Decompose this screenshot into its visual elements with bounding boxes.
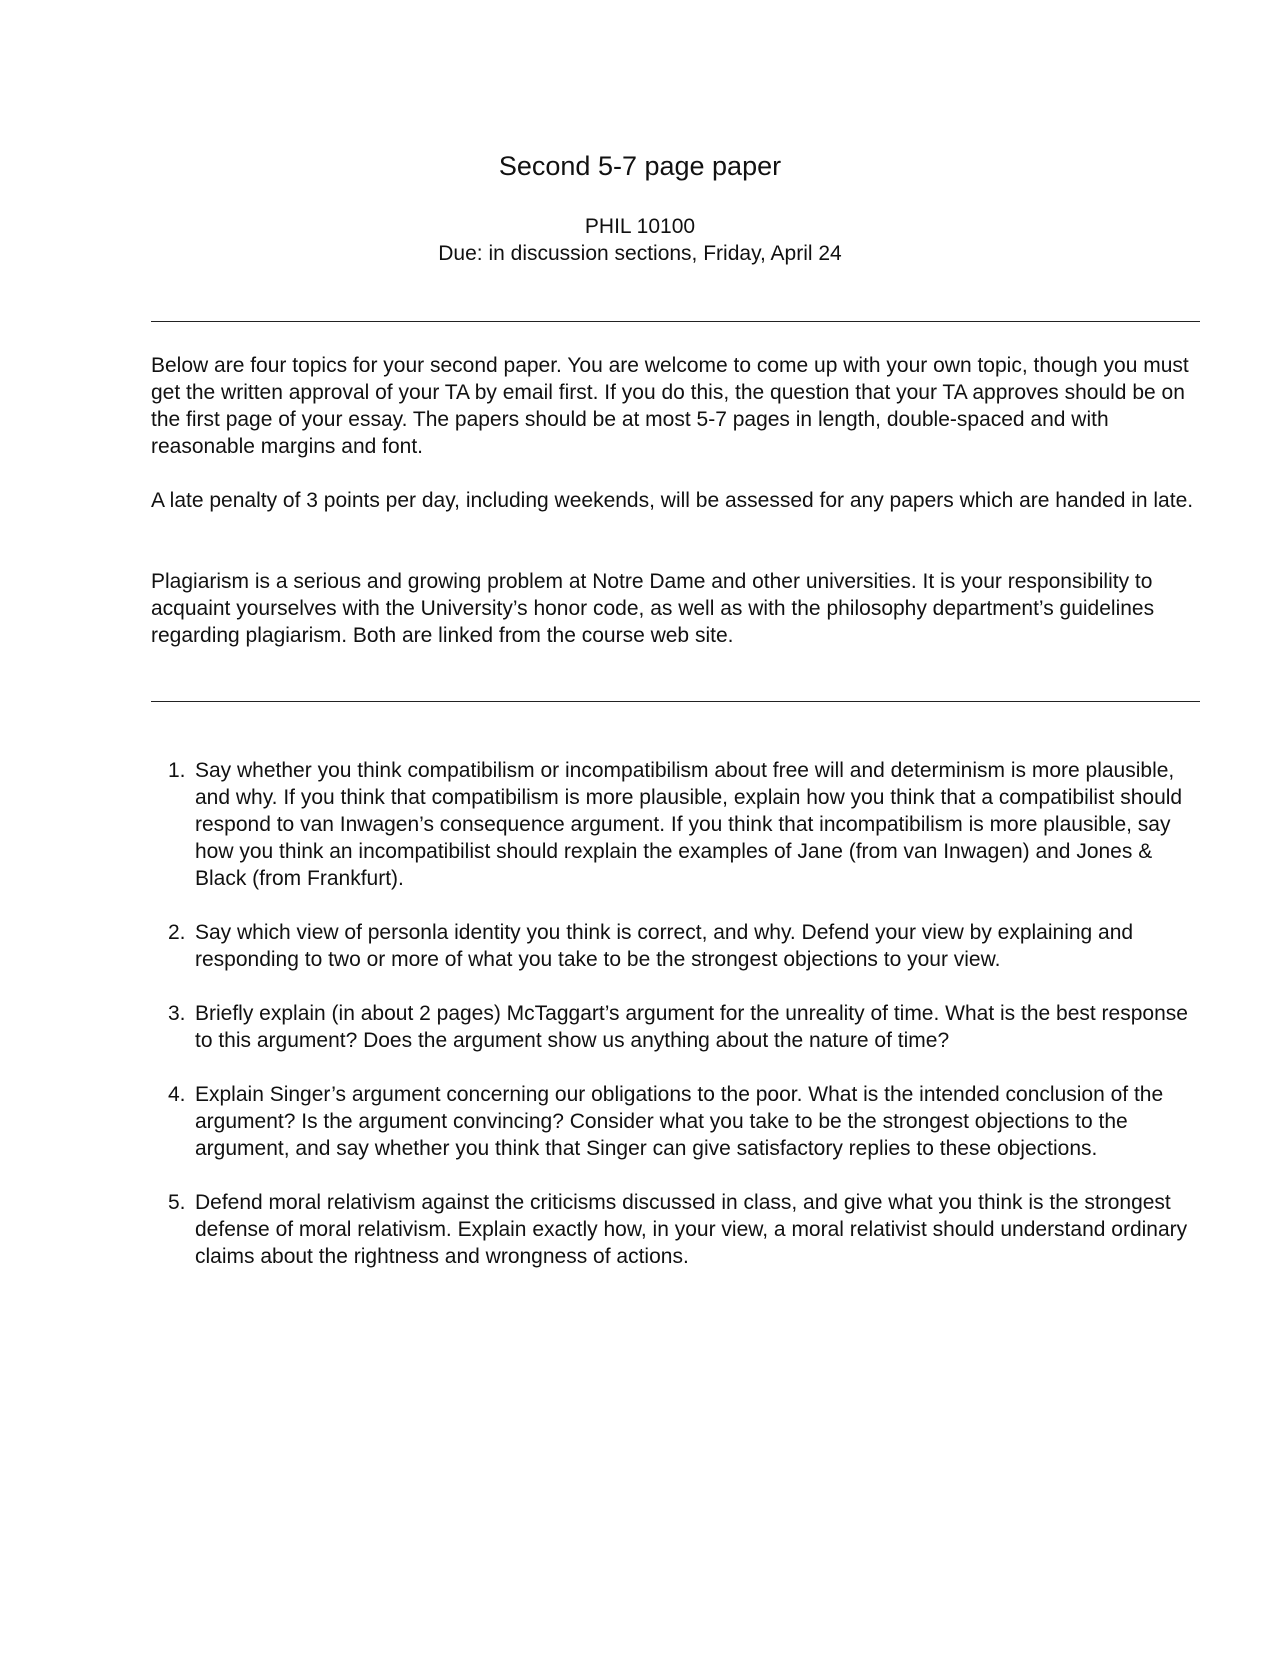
topic-list [151,757,1201,1297]
list-item [151,1000,1201,1054]
instructions-paragraph: Below are four topics for your second paper. You are welcome to come up with your own topic, though you must get the written approval of your TA by email first. If you do this, the question that your TA approves should be on the first page of your essay. The papers should be at most 5-7 pages in length, double-spaced and with reasonable margins and font. [151,354,1189,458]
topic-number: 1. [168,759,186,782]
topic-number: 4. [168,1083,186,1106]
list-item [151,1081,1201,1162]
topic-text: Explain Singer’s argument concerning our obligations to the poor. What is the intended conclusion of the argument? Is the argument convincing? Consider what you take to be the strongest objections to the argument, and say whether you think that Singer can give satisfactory replies to these objections. [195,1083,1164,1160]
topic-number: 5. [168,1191,186,1214]
topic-text: Briefly explain (in about 2 pages) McTaggart’s argument for the unreality of time. What is the best response to this argument? Does the argument show us anything about the nature of time? [195,1002,1188,1052]
divider-bottom [151,701,1200,702]
page-title: Second 5-7 page paper [498,151,782,181]
late-penalty-paragraph: A late penalty of 3 points per day, including weekends, will be assessed for any papers which are handed in late. [151,489,1194,512]
course-code: PHIL 10100 [584,215,696,238]
plagiarism-paragraph: Plagiarism is a serious and growing problem at Notre Dame and other universities. It is your responsibility to acquaint yourselves with the University’s honor code, as well as with the philosophy department’s guidelines regarding plagiarism. Both are linked from the course web site. [151,570,1155,647]
topic-text: Say which view of personla identity you think is correct, and why. Defend your view by explaining and responding to two or more of what you take to be the strongest objections to your view. [195,921,1134,971]
topic-text: Say whether you think compatibilism or incompatibilism about free will and determinism is more plausible, and why. If you think that compatibilism is more plausible, explain how you think that a compatibilist should respond to van Inwagen’s consequence argument. If you think that incompatibilism is more plausible, say how you think an incompatibilist should rexplain the examples of Jane (from van Inwagen) and Jones & Black (from Frankfurt). [195,759,1183,890]
due-date: Due: in discussion sections, Friday, April 24 [438,242,842,265]
divider-top [151,321,1200,322]
list-item [151,757,1201,892]
topic-text: Defend moral relativism against the criticisms discussed in class, and give what you think is the strongest defense of moral relativism. Explain exactly how, in your view, a moral relativist should understand ordinary claims about the rightness and wrongness of actions. [195,1191,1188,1268]
topic-number: 2. [168,921,186,944]
list-item [151,919,1201,973]
list-item [151,1189,1201,1270]
topic-number: 3. [168,1002,186,1025]
